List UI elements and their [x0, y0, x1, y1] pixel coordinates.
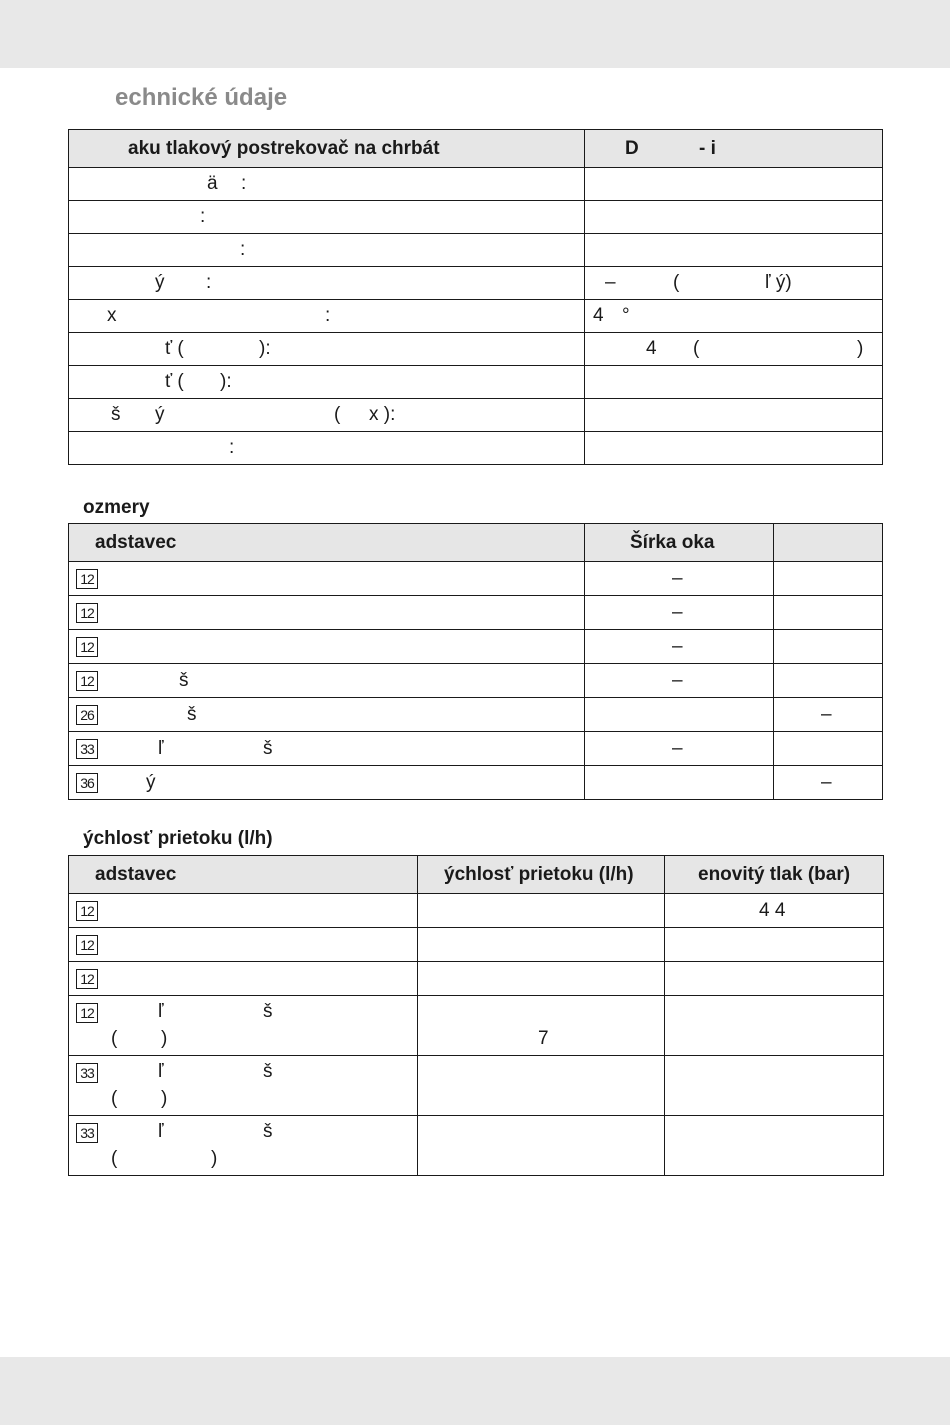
cell-text: š	[263, 1121, 273, 1142]
cell-text: –	[605, 272, 616, 293]
part-number-box: 33	[76, 1063, 98, 1083]
model-header	[585, 130, 883, 168]
cell-text: (	[111, 1088, 118, 1109]
table-row	[69, 366, 883, 399]
cell-text: š	[179, 669, 189, 691]
table-row	[69, 962, 884, 996]
cell-text: (	[334, 404, 341, 425]
part-number-box: 33	[76, 1123, 98, 1143]
cell-text: ):	[259, 338, 271, 359]
model-fragment: D	[625, 137, 639, 159]
table-row	[69, 766, 883, 800]
part-number-box: 12	[76, 969, 98, 989]
cell-text: x	[107, 305, 117, 326]
cell-text: (	[111, 1148, 118, 1169]
part-number-box: 12	[76, 1003, 98, 1023]
dimensions-section-title: ozmery	[83, 497, 150, 518]
cell-text: )	[211, 1148, 218, 1169]
table-row	[69, 928, 884, 962]
cell-text: 4	[593, 305, 604, 326]
cell-text: –	[821, 703, 832, 725]
table-header-row	[69, 856, 884, 894]
cell-text: ý	[146, 771, 156, 793]
table-row	[69, 1056, 884, 1116]
cell-text: x ):	[369, 404, 396, 425]
cell-text: ť (	[165, 338, 184, 359]
cell-text: °	[622, 305, 630, 326]
cell-text: š	[263, 737, 273, 759]
dimensions-table	[68, 523, 883, 800]
cell-text: ľ ý)	[765, 272, 792, 293]
cell-text: :	[241, 173, 247, 194]
cell-text: ľ	[158, 1061, 164, 1082]
cell-text: 4 4	[759, 899, 786, 921]
cell-text: –	[672, 635, 683, 657]
cell-text: –	[672, 669, 683, 691]
column-header: adstavec	[95, 863, 177, 885]
cell-text: š	[263, 1061, 273, 1082]
table-row	[69, 894, 884, 928]
product-name: aku tlakový postrekovač na chrbát	[128, 137, 440, 159]
table-row	[69, 732, 883, 766]
technical-data-table	[68, 129, 883, 465]
table-row	[69, 399, 883, 432]
bottom-margin-band	[0, 1357, 950, 1425]
cell-text: :	[325, 305, 331, 326]
table-header-row	[69, 524, 883, 562]
table-header-row	[69, 130, 883, 168]
part-number-box: 12	[76, 603, 98, 623]
column-header: ýchlosť prietoku (l/h)	[444, 863, 634, 885]
cell-text: š	[111, 404, 121, 425]
cell-text: )	[857, 338, 864, 359]
table-row	[69, 234, 883, 267]
product-name-header	[69, 130, 585, 168]
cell-text: :	[206, 272, 212, 293]
part-number-box: 26	[76, 705, 98, 725]
cell-text: )	[161, 1088, 168, 1109]
table-row	[69, 698, 883, 732]
part-number-box: 12	[76, 569, 98, 589]
column-header: enovitý tlak (bar)	[698, 863, 851, 885]
part-number-box: 12	[76, 935, 98, 955]
cell-text: ä	[207, 173, 218, 194]
part-number-box: 12	[76, 901, 98, 921]
table-row	[69, 333, 883, 366]
cell-text: ý	[155, 404, 165, 425]
cell-text: –	[672, 601, 683, 623]
part-number-box: 12	[76, 637, 98, 657]
table-row	[69, 267, 883, 300]
cell-text: –	[672, 737, 683, 759]
table-row	[69, 664, 883, 698]
cell-text: 4	[646, 338, 657, 359]
model-fragment: - i	[699, 137, 716, 159]
cell-text: –	[672, 567, 683, 589]
table-row	[69, 168, 883, 201]
cell-text: (	[673, 272, 680, 293]
flow-rate-section-title: ýchlosť prietoku (l/h)	[83, 828, 273, 849]
table-row	[69, 596, 883, 630]
cell-text: ):	[220, 371, 232, 392]
cell-text: š	[187, 703, 197, 725]
table-row	[69, 201, 883, 234]
cell-text: 7	[538, 1028, 549, 1049]
cell-text: (	[111, 1028, 118, 1049]
cell-text: )	[161, 1028, 168, 1049]
part-number-box: 12	[76, 671, 98, 691]
table-row	[69, 630, 883, 664]
flow-rate-table	[68, 855, 884, 1176]
part-number-box: 33	[76, 739, 98, 759]
cell-text: –	[821, 771, 832, 793]
cell-text: :	[229, 437, 235, 458]
table-row	[69, 562, 883, 596]
top-margin-band	[0, 0, 950, 68]
cell-text: ý	[155, 272, 165, 293]
cell-text: ľ	[158, 1001, 164, 1022]
cell-text: š	[263, 1001, 273, 1022]
cell-text: ť (	[165, 371, 184, 392]
cell-text: :	[200, 206, 206, 227]
table-row	[69, 432, 883, 465]
part-number-box: 36	[76, 773, 98, 793]
cell-text: ľ	[158, 1121, 164, 1142]
page-title: echnické údaje	[115, 84, 288, 111]
column-header: adstavec	[95, 531, 177, 553]
cell-text: (	[693, 338, 700, 359]
cell-text: ľ	[158, 737, 164, 759]
cell-text: :	[240, 239, 246, 260]
column-header: Šírka oka	[630, 531, 715, 553]
table-row	[69, 996, 884, 1056]
table-row	[69, 1116, 884, 1176]
table-row	[69, 300, 883, 333]
